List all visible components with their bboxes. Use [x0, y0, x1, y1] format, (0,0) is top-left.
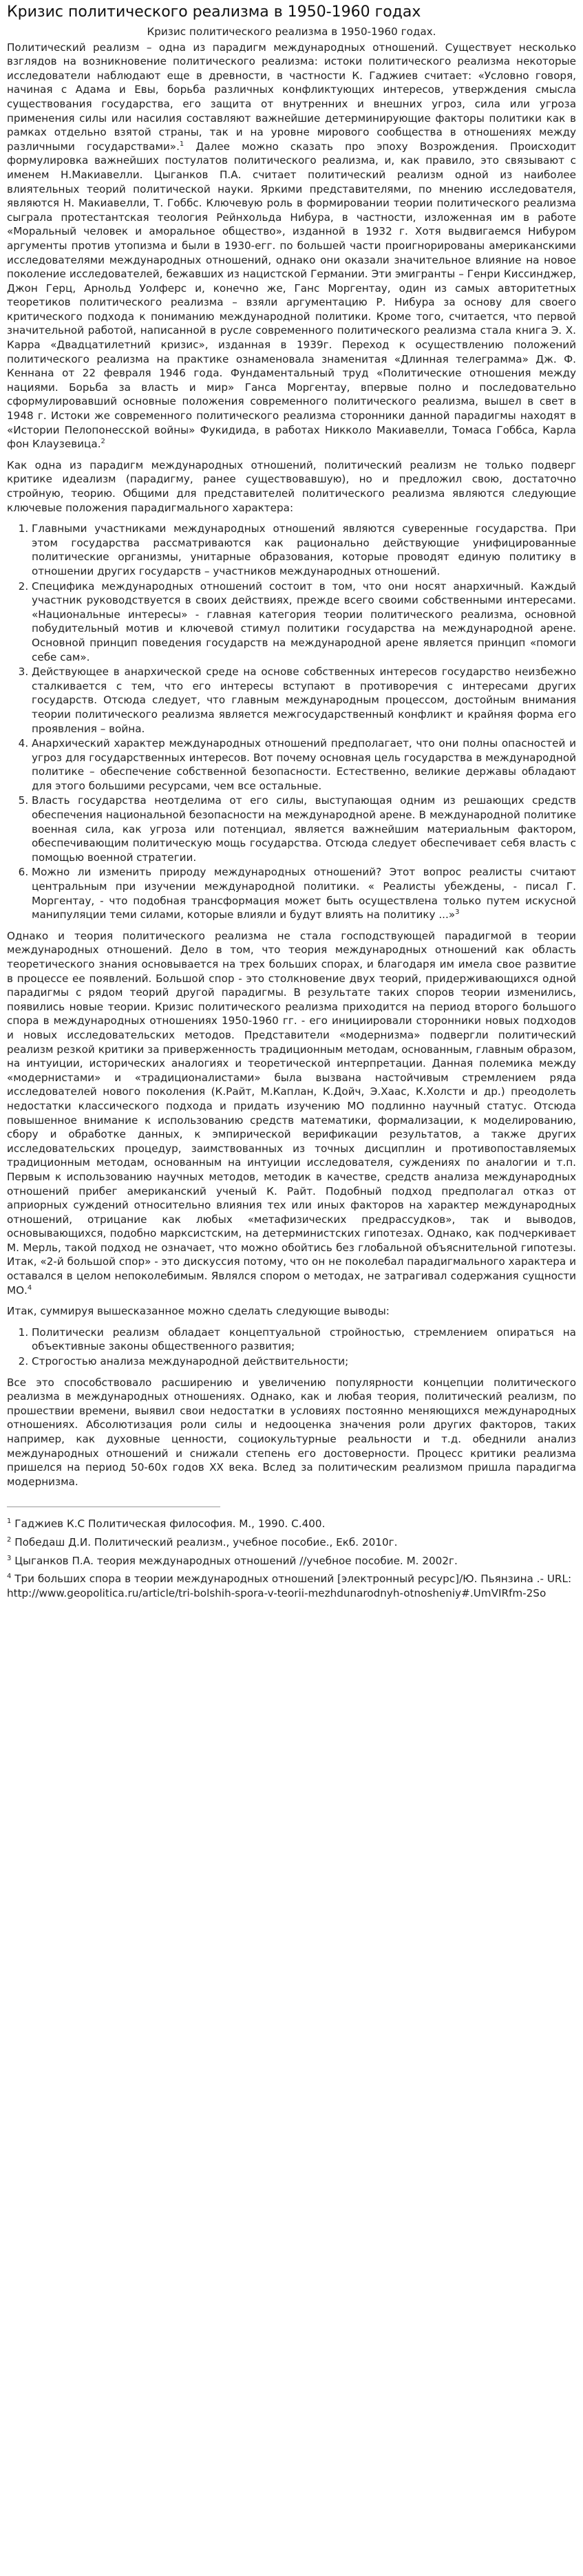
paragraph-key-provisions: Как одна из парадигм международных отношений, политический реализм не только подверг критике идеализм (парадигму, ранее существовавшую), но и предложил свою, достаточно стройную, теорию. Общими для представителей политического реализма являются следующие ключевые положения парадигмального характера: — [7, 458, 576, 514]
paragraph-crisis — [7, 929, 576, 1297]
footnote-ref-2[interactable]: 2 — [100, 438, 105, 446]
provisions-list — [7, 522, 576, 922]
page-title: Кризис политического реализма в 1950-1960 годах — [7, 3, 421, 21]
provisions-list-item — [32, 865, 576, 922]
footnote-item — [7, 1572, 576, 1600]
provisions-list-item: 4. Анархический характер международных отношений предполагает, что они полны опасностей и угроз для государственных интересов. Вот почему основная цель государства в международной политике – обеспечение собственной безопасности. Естественно, великие державы обладают для этого большими ресурсами, чем все остальные. — [32, 736, 576, 793]
footnote-text: Гаджиев К.С Политическая философия. М., 1990. С.400. — [11, 1518, 326, 1531]
footnote-number: 2 — [7, 1535, 12, 1544]
conclusions-list-item: 2. Строгостью анализа международной действительности; — [32, 1354, 576, 1369]
paragraph-intro-text-b: Далее можно сказать про эпоху Возрождения. Происходит формулировка важнейших постулатов политического реализма, и, как правило, это связывают с именем Н.Макиавелли. Цыганков П.А. считает политический реализм одной из наиболее влиятельных теорий политической науки. Яркими представителями, по мнению исследователя, являются Н. Макиавелли, Т. Гоббс. Ключевую роль в формировании теории политического реализма сыграла протестантская теология Рейнхольда Нибура, в частности, изложенная им в работе «Моральный человек и аморальное общество», изданной в 1932 г. Хотя выдвигаемся Нибуром аргументы против утопизма и были в 1930-егг. по большей части проигнорированы американскими исследователями международных отношений, однако они оказали значительное влияние на новое поколение исследователей, бежавших из нацистской Германии. Эти эмигранты – Генри Киссинджер, Джон Герц, Арнольд Уолферс и, конечно же, Ганс Моргентау, один из самых авторитетных теоретиков политического реализма – взяли аргументацию Р. Нибура за основу для своего критического подхода к пониманию международной политики. Кроме того, считается, что первой значительной работой, написанной в русле современного политического реализма стала книга Э. Х. Карра «Двадцатилетний кризис», изданная в 1939г. Переход к осуществлению положений политического реализма на практике ознаменовала знаменитая «Длинная телеграмма» Дж. Ф. Кеннана от 22 февраля 1946 года. Фундаментальный труд «Политические отношения между нациями. Борьба за власть и мир» Ганса Моргентау, впервые полно и последовательно сформулировавший основные положения современного политического реализма, вышел в свет в 1948 г. Истоки же современного политического реализма сторонники данной парадигмы находят в «Истории Пелопонесской войны» Фукидида, в работах Никколо Макиавелли, Томаса Гоббса, Карла фон Клаузевица. — [7, 140, 576, 451]
footnote-ref-4[interactable]: 4 — [27, 1284, 32, 1292]
paragraph-intro — [7, 41, 576, 451]
footnote-item — [7, 1535, 576, 1550]
footnote-ref-3[interactable]: 3 — [455, 908, 460, 917]
provisions-list-item: 5. Власть государства неотделима от его силы, выступающая одним из решающих средств обеспечения национальной безопасности на международной арене. В международной политике военная сила, как угроза или потенциал, является важнейшим материальным фактором, обеспечивающим политическую мощь государства. Отсюда следует обеспечивает себя власть с помощью военной стратегии. — [32, 794, 576, 864]
footnotes — [7, 1517, 576, 1600]
footnote-number: 4 — [7, 1573, 12, 1581]
footnote-text: Победаш Д.И. Политический реализм., учебное пособие., Екб. 2010г. — [11, 1535, 398, 1548]
footnote-number: 1 — [7, 1518, 12, 1526]
provisions-list-item: 3. Действующее в анархической среде на основе собственных интересов государство неизбежно сталкивается с тем, что его интересы вступают в противоречия с интересами других государств. Отсюда следует, что главным международным процессом, достойным внимания теории политического реализма является межгосударственный конфликт и крайняя форма его проявления – война. — [32, 665, 576, 736]
paragraph-crisis-text: Однако и теория политического реализма не стала господствующей парадигмой в теории международных отношений. Дело в том, что теория международных отношений как область теоретического знания основывается на трех больших спорах, и благодаря им имела свое развитие в процессе ее появлений. Большой спор - это столкновение двух теорий, придерживающихся одной парадигмы с рядом теорий другой парадигмы. В результате таких споров теории изменились, появились новые теории. Кризис политического реализма приходится на период второго большого спора в международных отношениях 1950-1960 гг. - его инициировали сторонники новых подходов и новых исследовательских методов. Представители «модернизма» подвергли политический реализм резкой критики за приверженность традиционным методам, основанным, главным образом, на интуиции, исторических аналогиях и теоретической интерпретации. Данная полемика между «модернистами» и «традиционалистами» была вызвана настойчивым стремлением ряда исследователей нового поколения (К.Райт, М.Каплан, К.Дойч, Э.Хаас, К.Холсти и др.) преодолеть недостатки классического подхода и придать изучению МО подлинно научный статус. Отсюда повышенное внимание к использованию средств математики, формализации, к моделированию, сбору и обработке данных, к эмпирической верификации результатов, а также других исследовательских процедур, заимствованных из точных дисциплин и противопоставляемых традиционным методам, основанным на интуиции исследователя, суждениях по аналогии и т.п. Первым к использованию научных методов, методик в качестве, средств анализа международных отношений прибег американский ученый К. Райт. Подобный подход предполагал отказ от априорных суждений относительно влияния тех или иных факторов на характер международных отношений, отрицание как любых «метафизических предрассудков», так и выводов, основывающихся, подобно марксистским, на детерминистских гипотезах. Однако, как подчеркивает М. Мерль, такой подход не означает, что можно обойтись без глобальной объяснительной гипотезы. Итак, «2-й большой спор» - это дискуссия потому, что он не поколебал парадигмального характера и оставался в целом непоколебимым. Являлся спором о методах, не затрагивал содержания сущности МО. — [7, 929, 576, 1297]
footnote-number: 3 — [7, 1554, 12, 1562]
paragraph-intro-text-a: Политический реализм – одна из парадигм международных отношений. Существует несколько взглядов на возникновение политического реализма: истоки политического реализма некоторые исследователи наблюдают еще в древности, в частности К. Гаджиев считает: «Условно говоря, начиная с Адама и Евы, борьба различных конфликтующих интересов, утверждения смысла существования государства, его защита от внутренних и внешних угроз, сила или угроза применения силы или насилия составляют важнейшие детерминирующие факторы политики как в рамках отдельно взятой страны, так и на уровне мирового сообщества в отношениях между различными государствами». — [7, 41, 576, 153]
footnote-item — [7, 1517, 576, 1531]
footnote-text: Цыганков П.А. теория международных отношений //учебное пособие. М. 2002г. — [11, 1554, 458, 1567]
paragraph-summary-intro: Итак, суммируя вышесказанное можно сделать следующие выводы: — [7, 1305, 390, 1318]
provisions-list-item: 2. Специфика международных отношений состоит в том, что они носят анархичный. Каждый участник руководствуется в своих действиях, прежде всего своими собственными интересами. «Национальные интересы» - главная категория теории политического реализма, основной побудительный мотив и ключевой стимул политики государства на международной арене. Основной принцип поведения государств на международной арене является принцип «помоги себе сам». — [32, 579, 576, 665]
footnote-item — [7, 1554, 576, 1568]
provisions-list-item: 1. Главными участниками международных отношений являются суверенные государства. При этом государства рассматриваются как рационально действующие унифицированные политические организмы, унитарные образования, которые проводят единую политику в отношении других государств – участников международных отношений. — [32, 522, 576, 578]
paragraph-conclusion: Все это способствовало расширению и увеличению популярности концепции политического реализма в международных отношениях. Однако, как и любая теория, политический реализм, по прошествии времени, выявил свои недостатки в условиях постоянно меняющихся международных отношениях. Абсолютизация роли силы и недооценка значения роли других факторов, таких например, как духовные ценности, социокультурные реальности и т.д. обеднили анализ международных отношений и снижали степень его достоверности. Процесс критики реализма пришелся на период 50-60х годов XX века. Вслед за политическим реализмом пришла парадигма модернизма. — [7, 1376, 576, 1488]
footnote-ref-1[interactable]: 1 — [179, 140, 184, 148]
conclusions-list-item: 1. Политически реализм обладает концептуальной стройностью, стремлением опираться на объективные законы общественного развития; — [32, 1326, 576, 1354]
document-subtitle: Кризис политического реализма в 1950-1960 годах. — [147, 25, 436, 38]
footnote-text: Три больших спора в теории международных отношений [электронный ресурс]/Ю. Пьянзина .- URL: http://www.geopolitica.ru/article/tri-bolshih-spora-v-teorii-mezhdunarodnyh-otnosheniy#.UmVIRfm-2So — [7, 1573, 572, 1599]
provisions-list-item-text: Можно ли изменить природу международных отношений? Этот вопрос реалисты считают центральным при изучении международной политики. « Реалисты убеждены, - писал Г. Моргентау, - что подобная трансформация может быть осуществлена только путем искусной манипуляции теми силами, которые влияли и будут влиять на политику ...» — [32, 866, 576, 922]
conclusions-list — [7, 1326, 576, 1369]
